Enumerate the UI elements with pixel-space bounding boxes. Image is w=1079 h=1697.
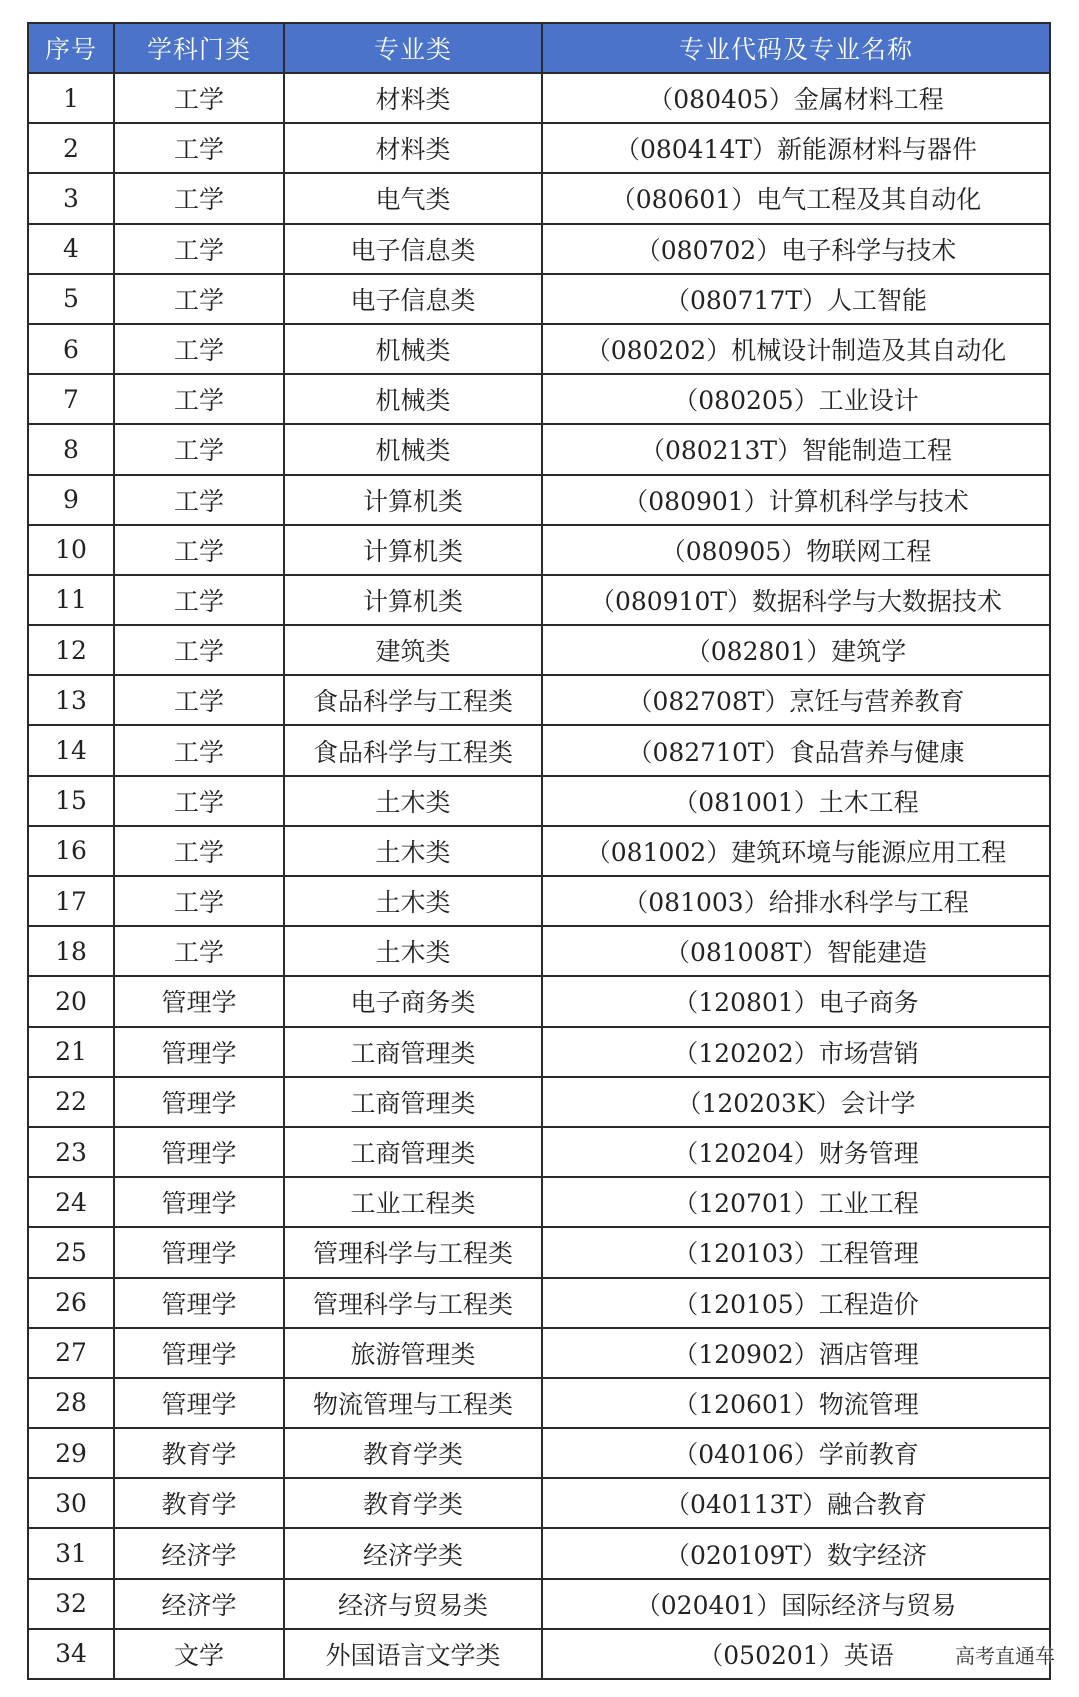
cell-discipline: 管理学 — [114, 1127, 284, 1177]
cell-index: 8 — [28, 424, 114, 474]
table-row — [28, 1227, 1050, 1277]
cell-index: 10 — [28, 525, 114, 575]
cell-major: （080202）机械设计制造及其自动化 — [542, 324, 1050, 374]
table-row — [28, 1328, 1050, 1378]
cell-major: （080901）计算机科学与技术 — [542, 475, 1050, 525]
cell-index: 1 — [28, 73, 114, 123]
table-row — [28, 575, 1050, 625]
cell-major: （120204）财务管理 — [542, 1127, 1050, 1177]
cell-index: 27 — [28, 1328, 114, 1378]
table-header — [28, 23, 1050, 73]
table-row — [28, 324, 1050, 374]
cell-index: 16 — [28, 826, 114, 876]
cell-major: （040106）学前教育 — [542, 1428, 1050, 1478]
cell-index: 13 — [28, 675, 114, 725]
cell-category: 电子商务类 — [284, 976, 542, 1026]
cell-major: （080910T）数据科学与大数据技术 — [542, 575, 1050, 625]
cell-category: 工商管理类 — [284, 1127, 542, 1177]
cell-discipline: 工学 — [114, 173, 284, 223]
cell-index: 23 — [28, 1127, 114, 1177]
cell-major: （120203K）会计学 — [542, 1077, 1050, 1127]
cell-discipline: 工学 — [114, 876, 284, 926]
cell-discipline: 教育学 — [114, 1478, 284, 1528]
header-discipline: 学科门类 — [114, 23, 284, 73]
cell-major: （120701）工业工程 — [542, 1177, 1050, 1227]
cell-index: 30 — [28, 1478, 114, 1528]
cell-major: （050201）英语 — [542, 1629, 1050, 1679]
cell-category: 教育学类 — [284, 1478, 542, 1528]
cell-index: 31 — [28, 1528, 114, 1578]
cell-index: 15 — [28, 776, 114, 826]
cell-discipline: 管理学 — [114, 1027, 284, 1077]
table-row — [28, 675, 1050, 725]
cell-discipline: 管理学 — [114, 1378, 284, 1428]
cell-category: 电气类 — [284, 173, 542, 223]
cell-index: 2 — [28, 123, 114, 173]
cell-category: 计算机类 — [284, 475, 542, 525]
cell-category: 土木类 — [284, 926, 542, 976]
table-row — [28, 525, 1050, 575]
cell-discipline: 管理学 — [114, 1177, 284, 1227]
table-row — [28, 1629, 1050, 1679]
cell-index: 6 — [28, 324, 114, 374]
cell-category: 计算机类 — [284, 525, 542, 575]
cell-index: 32 — [28, 1579, 114, 1629]
cell-category: 材料类 — [284, 123, 542, 173]
cell-discipline: 工学 — [114, 73, 284, 123]
cell-discipline: 工学 — [114, 224, 284, 274]
cell-discipline: 工学 — [114, 725, 284, 775]
table-row — [28, 725, 1050, 775]
cell-category: 机械类 — [284, 424, 542, 474]
cell-index: 14 — [28, 725, 114, 775]
table-row — [28, 625, 1050, 675]
cell-index: 9 — [28, 475, 114, 525]
table-row — [28, 475, 1050, 525]
cell-index: 12 — [28, 625, 114, 675]
cell-major: （080601）电气工程及其自动化 — [542, 173, 1050, 223]
cell-major: （080905）物联网工程 — [542, 525, 1050, 575]
cell-major: （040113T）融合教育 — [542, 1478, 1050, 1528]
cell-category: 管理科学与工程类 — [284, 1278, 542, 1328]
table-row — [28, 876, 1050, 926]
cell-major: （080717T）人工智能 — [542, 274, 1050, 324]
cell-category: 经济与贸易类 — [284, 1579, 542, 1629]
cell-category: 物流管理与工程类 — [284, 1378, 542, 1428]
cell-major: （082710T）食品营养与健康 — [542, 725, 1050, 775]
cell-major: （081003）给排水科学与工程 — [542, 876, 1050, 926]
cell-index: 17 — [28, 876, 114, 926]
cell-major: （120601）物流管理 — [542, 1378, 1050, 1428]
cell-discipline: 管理学 — [114, 1278, 284, 1328]
majors-table — [27, 22, 1051, 1680]
table-row — [28, 173, 1050, 223]
cell-discipline: 工学 — [114, 324, 284, 374]
cell-category: 电子信息类 — [284, 224, 542, 274]
table-row — [28, 1478, 1050, 1528]
cell-category: 土木类 — [284, 826, 542, 876]
table-row — [28, 274, 1050, 324]
cell-major: （120105）工程造价 — [542, 1278, 1050, 1328]
table-row — [28, 1428, 1050, 1478]
table-row — [28, 374, 1050, 424]
table-row — [28, 1027, 1050, 1077]
cell-major: （020109T）数字经济 — [542, 1528, 1050, 1578]
cell-discipline: 文学 — [114, 1629, 284, 1679]
cell-index: 20 — [28, 976, 114, 1026]
header-row — [28, 23, 1050, 73]
cell-major: （080205）工业设计 — [542, 374, 1050, 424]
cell-index: 5 — [28, 274, 114, 324]
cell-index: 3 — [28, 173, 114, 223]
header-major-code-name: 专业代码及专业名称 — [542, 23, 1050, 73]
cell-discipline: 工学 — [114, 123, 284, 173]
cell-discipline: 工学 — [114, 826, 284, 876]
cell-index: 7 — [28, 374, 114, 424]
cell-major: （080405）金属材料工程 — [542, 73, 1050, 123]
cell-major: （080213T）智能制造工程 — [542, 424, 1050, 474]
cell-category: 计算机类 — [284, 575, 542, 625]
cell-category: 机械类 — [284, 374, 542, 424]
header-category: 专业类 — [284, 23, 542, 73]
table-row — [28, 826, 1050, 876]
cell-category: 电子信息类 — [284, 274, 542, 324]
watermark-text: 高考直通车 — [955, 1644, 1055, 1668]
cell-discipline: 工学 — [114, 675, 284, 725]
cell-discipline: 工学 — [114, 274, 284, 324]
table-row — [28, 123, 1050, 173]
table-row — [28, 224, 1050, 274]
cell-discipline: 经济学 — [114, 1528, 284, 1578]
cell-major: （080702）电子科学与技术 — [542, 224, 1050, 274]
cell-category: 管理科学与工程类 — [284, 1227, 542, 1277]
cell-index: 24 — [28, 1177, 114, 1227]
table-row — [28, 424, 1050, 474]
cell-discipline: 管理学 — [114, 976, 284, 1026]
cell-category: 机械类 — [284, 324, 542, 374]
cell-index: 11 — [28, 575, 114, 625]
cell-category: 经济学类 — [284, 1528, 542, 1578]
cell-discipline: 工学 — [114, 374, 284, 424]
cell-major: （120902）酒店管理 — [542, 1328, 1050, 1378]
cell-discipline: 管理学 — [114, 1227, 284, 1277]
cell-index: 21 — [28, 1027, 114, 1077]
cell-index: 28 — [28, 1378, 114, 1428]
cell-index: 34 — [28, 1629, 114, 1679]
cell-major: （081008T）智能建造 — [542, 926, 1050, 976]
cell-index: 25 — [28, 1227, 114, 1277]
cell-category: 工商管理类 — [284, 1027, 542, 1077]
cell-major: （120801）电子商务 — [542, 976, 1050, 1026]
table-row — [28, 1378, 1050, 1428]
cell-category: 教育学类 — [284, 1428, 542, 1478]
cell-category: 土木类 — [284, 776, 542, 826]
cell-discipline: 工学 — [114, 926, 284, 976]
cell-category: 材料类 — [284, 73, 542, 123]
cell-major: （081002）建筑环境与能源应用工程 — [542, 826, 1050, 876]
cell-major: （120202）市场营销 — [542, 1027, 1050, 1077]
cell-index: 4 — [28, 224, 114, 274]
header-index: 序号 — [28, 23, 114, 73]
cell-discipline: 教育学 — [114, 1428, 284, 1478]
table-row — [28, 1077, 1050, 1127]
cell-major: （120103）工程管理 — [542, 1227, 1050, 1277]
cell-major: （020401）国际经济与贸易 — [542, 1579, 1050, 1629]
table-body — [28, 73, 1050, 1679]
cell-category: 土木类 — [284, 876, 542, 926]
cell-category: 食品科学与工程类 — [284, 675, 542, 725]
cell-discipline: 工学 — [114, 475, 284, 525]
cell-category: 建筑类 — [284, 625, 542, 675]
table-row — [28, 73, 1050, 123]
cell-category: 外国语言文学类 — [284, 1629, 542, 1679]
table-row — [28, 1177, 1050, 1227]
cell-discipline: 管理学 — [114, 1077, 284, 1127]
cell-category: 旅游管理类 — [284, 1328, 542, 1378]
table-row — [28, 1278, 1050, 1328]
cell-category: 食品科学与工程类 — [284, 725, 542, 775]
cell-discipline: 工学 — [114, 776, 284, 826]
cell-category: 工商管理类 — [284, 1077, 542, 1127]
table-row — [28, 1579, 1050, 1629]
cell-discipline: 经济学 — [114, 1579, 284, 1629]
cell-discipline: 工学 — [114, 424, 284, 474]
cell-index: 29 — [28, 1428, 114, 1478]
cell-discipline: 工学 — [114, 575, 284, 625]
cell-major: （081001）土木工程 — [542, 776, 1050, 826]
cell-discipline: 管理学 — [114, 1328, 284, 1378]
cell-discipline: 工学 — [114, 525, 284, 575]
cell-category: 工业工程类 — [284, 1177, 542, 1227]
cell-major: （082708T）烹饪与营养教育 — [542, 675, 1050, 725]
cell-index: 26 — [28, 1278, 114, 1328]
cell-index: 22 — [28, 1077, 114, 1127]
table-row — [28, 926, 1050, 976]
table-row — [28, 1127, 1050, 1177]
cell-major: （082801）建筑学 — [542, 625, 1050, 675]
table-row — [28, 776, 1050, 826]
cell-major: （080414T）新能源材料与器件 — [542, 123, 1050, 173]
cell-index: 18 — [28, 926, 114, 976]
cell-discipline: 工学 — [114, 625, 284, 675]
table-row — [28, 976, 1050, 1026]
table-row — [28, 1528, 1050, 1578]
